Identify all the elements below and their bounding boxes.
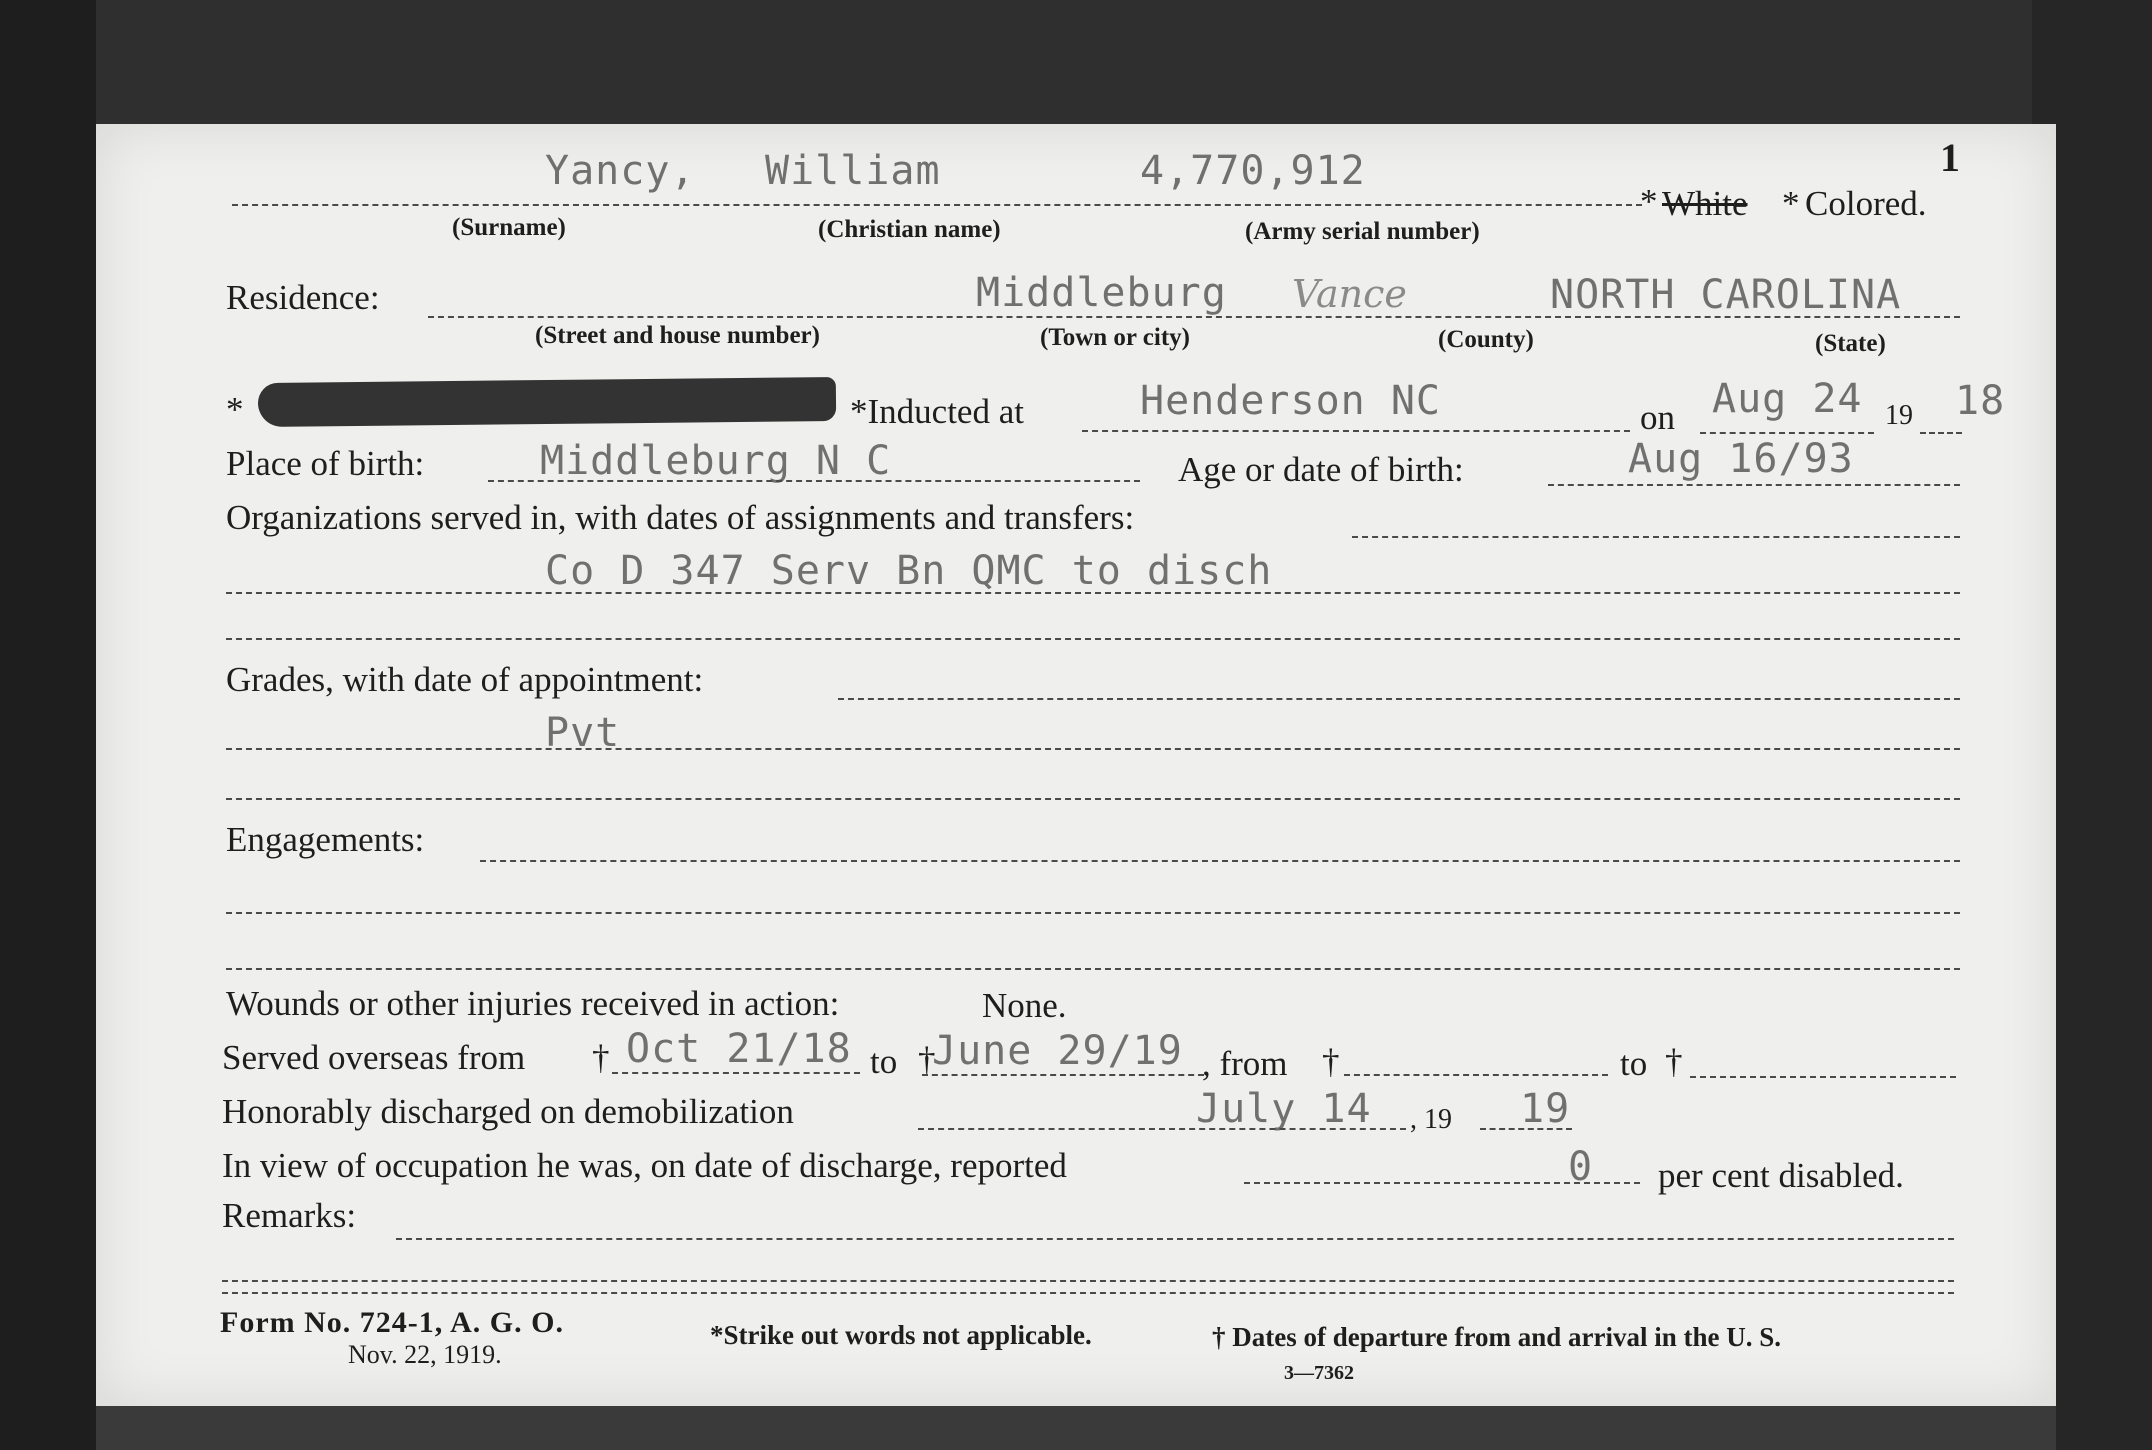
town-caption: (Town or city) bbox=[1040, 324, 1190, 351]
grades-line-1 bbox=[838, 698, 1960, 700]
engagements-line-2 bbox=[226, 912, 1960, 914]
street-caption: (Street and house number) bbox=[535, 322, 820, 349]
place-of-birth-value: Middleburg N C bbox=[540, 438, 892, 484]
engagements-line-1 bbox=[480, 860, 1960, 862]
overseas-from-line bbox=[612, 1072, 860, 1074]
birth-date-value: Aug 16/93 bbox=[1628, 436, 1854, 482]
overseas-to-line-2 bbox=[1690, 1076, 1956, 1078]
overseas-to-line bbox=[922, 1074, 1204, 1076]
organizations-line-3 bbox=[226, 638, 1960, 640]
organizations-line-1 bbox=[1352, 536, 1960, 538]
disability-label: In view of occupation he was, on date of discharge, reported bbox=[222, 1146, 1067, 1185]
remarks-line-1 bbox=[396, 1238, 1954, 1240]
surname-caption: (Surname) bbox=[452, 214, 566, 241]
remarks-line-2 bbox=[222, 1280, 1954, 1282]
remarks-line-3 bbox=[222, 1292, 1954, 1294]
inducted-place-value: Henderson NC bbox=[1140, 378, 1441, 424]
residence-state-value: NORTH CAROLINA bbox=[1550, 272, 1902, 318]
overseas-label: Served overseas from bbox=[222, 1038, 526, 1077]
overseas-from-label-2: , from bbox=[1202, 1044, 1288, 1083]
overseas-dagger-3: † bbox=[1322, 1042, 1340, 1081]
discharge-year-prefix: , 19 bbox=[1410, 1104, 1452, 1135]
induction-year-value: 18 bbox=[1955, 378, 2006, 424]
on-label: on bbox=[1640, 398, 1675, 437]
serial-number-caption: (Army serial number) bbox=[1245, 218, 1480, 245]
overseas-from-line-2 bbox=[1344, 1074, 1608, 1076]
discharge-year-value: 19 bbox=[1520, 1086, 1571, 1132]
residence-line bbox=[428, 316, 1960, 318]
overseas-from-value: Oct 21/18 bbox=[626, 1026, 852, 1072]
overseas-to-value: June 29/19 bbox=[932, 1028, 1183, 1074]
disability-value: 0 bbox=[1568, 1144, 1594, 1190]
grades-value: Pvt bbox=[545, 710, 621, 756]
residence-town-value: Middleburg bbox=[976, 270, 1227, 316]
inducted-at-label: *Inducted at bbox=[850, 392, 1024, 431]
engagements-line-3 bbox=[226, 968, 1960, 970]
age-label: Age or date of birth: bbox=[1178, 450, 1464, 489]
wounds-label: Wounds or other injuries received in action: bbox=[226, 984, 840, 1023]
organizations-label: Organizations served in, with dates of assignments and transfers: bbox=[226, 498, 1135, 537]
induction-year-prefix: 19 bbox=[1885, 400, 1913, 431]
strike-note: *Strike out words not applicable. bbox=[710, 1320, 1092, 1350]
place-of-birth-label: Place of birth: bbox=[226, 444, 425, 483]
disability-suffix: per cent disabled. bbox=[1658, 1156, 1904, 1195]
place-of-birth-line bbox=[488, 480, 1140, 482]
print-code: 3—7362 bbox=[1284, 1362, 1354, 1384]
grades-line-3 bbox=[226, 798, 1960, 800]
discharge-date-line bbox=[918, 1128, 1406, 1130]
card-number: 1 bbox=[1940, 135, 1960, 180]
surname-value: Yancy, bbox=[545, 148, 696, 194]
birth-date-line bbox=[1548, 484, 1960, 486]
wounds-value: None. bbox=[982, 986, 1067, 1025]
overseas-dagger-1: † bbox=[592, 1038, 610, 1077]
christian-name-caption: (Christian name) bbox=[818, 216, 1001, 243]
race-asterisk-2: * bbox=[1782, 184, 1800, 223]
grades-label: Grades, with date of appointment: bbox=[226, 660, 704, 699]
state-caption: (State) bbox=[1815, 330, 1886, 357]
race-white: White bbox=[1662, 184, 1748, 223]
scan-border-left bbox=[0, 0, 96, 1450]
discharge-date-value: July 14 bbox=[1196, 1086, 1372, 1132]
redaction-mark bbox=[258, 377, 836, 427]
grades-line-2 bbox=[226, 748, 1960, 750]
discharge-year-line bbox=[1480, 1128, 1572, 1130]
overseas-dagger-4: † bbox=[1665, 1042, 1683, 1081]
serial-number-value: 4,770,912 bbox=[1140, 148, 1366, 194]
inducted-place-line bbox=[1082, 430, 1630, 432]
name-line bbox=[232, 204, 1642, 206]
christian-name-value: William bbox=[765, 148, 941, 194]
dates-note: † Dates of departure from and arrival in the U. S. bbox=[1212, 1322, 1781, 1352]
engagements-label: Engagements: bbox=[226, 820, 425, 859]
remarks-label: Remarks: bbox=[222, 1196, 357, 1235]
organizations-line-2 bbox=[226, 592, 1960, 594]
race-asterisk: * bbox=[1640, 182, 1658, 221]
overseas-to-label: to bbox=[870, 1042, 898, 1081]
county-caption: (County) bbox=[1438, 326, 1534, 353]
discharge-label: Honorably discharged on demobilization bbox=[222, 1092, 794, 1131]
residence-label: Residence: bbox=[226, 278, 380, 317]
induction-date-line bbox=[1700, 432, 1874, 434]
organizations-value: Co D 347 Serv Bn QMC to disch bbox=[545, 548, 1273, 594]
form-number: Form No. 724-1, A. G. O. bbox=[220, 1306, 564, 1339]
residence-county-value: Vance bbox=[1292, 272, 1407, 316]
scan-border-bottom bbox=[96, 1406, 2056, 1450]
overseas-to-label-2: to bbox=[1620, 1044, 1648, 1083]
enlisted-asterisk: * bbox=[226, 390, 244, 429]
form-date: Nov. 22, 1919. bbox=[348, 1340, 502, 1369]
induction-year-line bbox=[1920, 432, 1962, 434]
induction-date-value: Aug 24 bbox=[1712, 376, 1863, 422]
overseas-dagger-2: † bbox=[918, 1040, 936, 1079]
race-colored: Colored. bbox=[1805, 184, 1927, 223]
